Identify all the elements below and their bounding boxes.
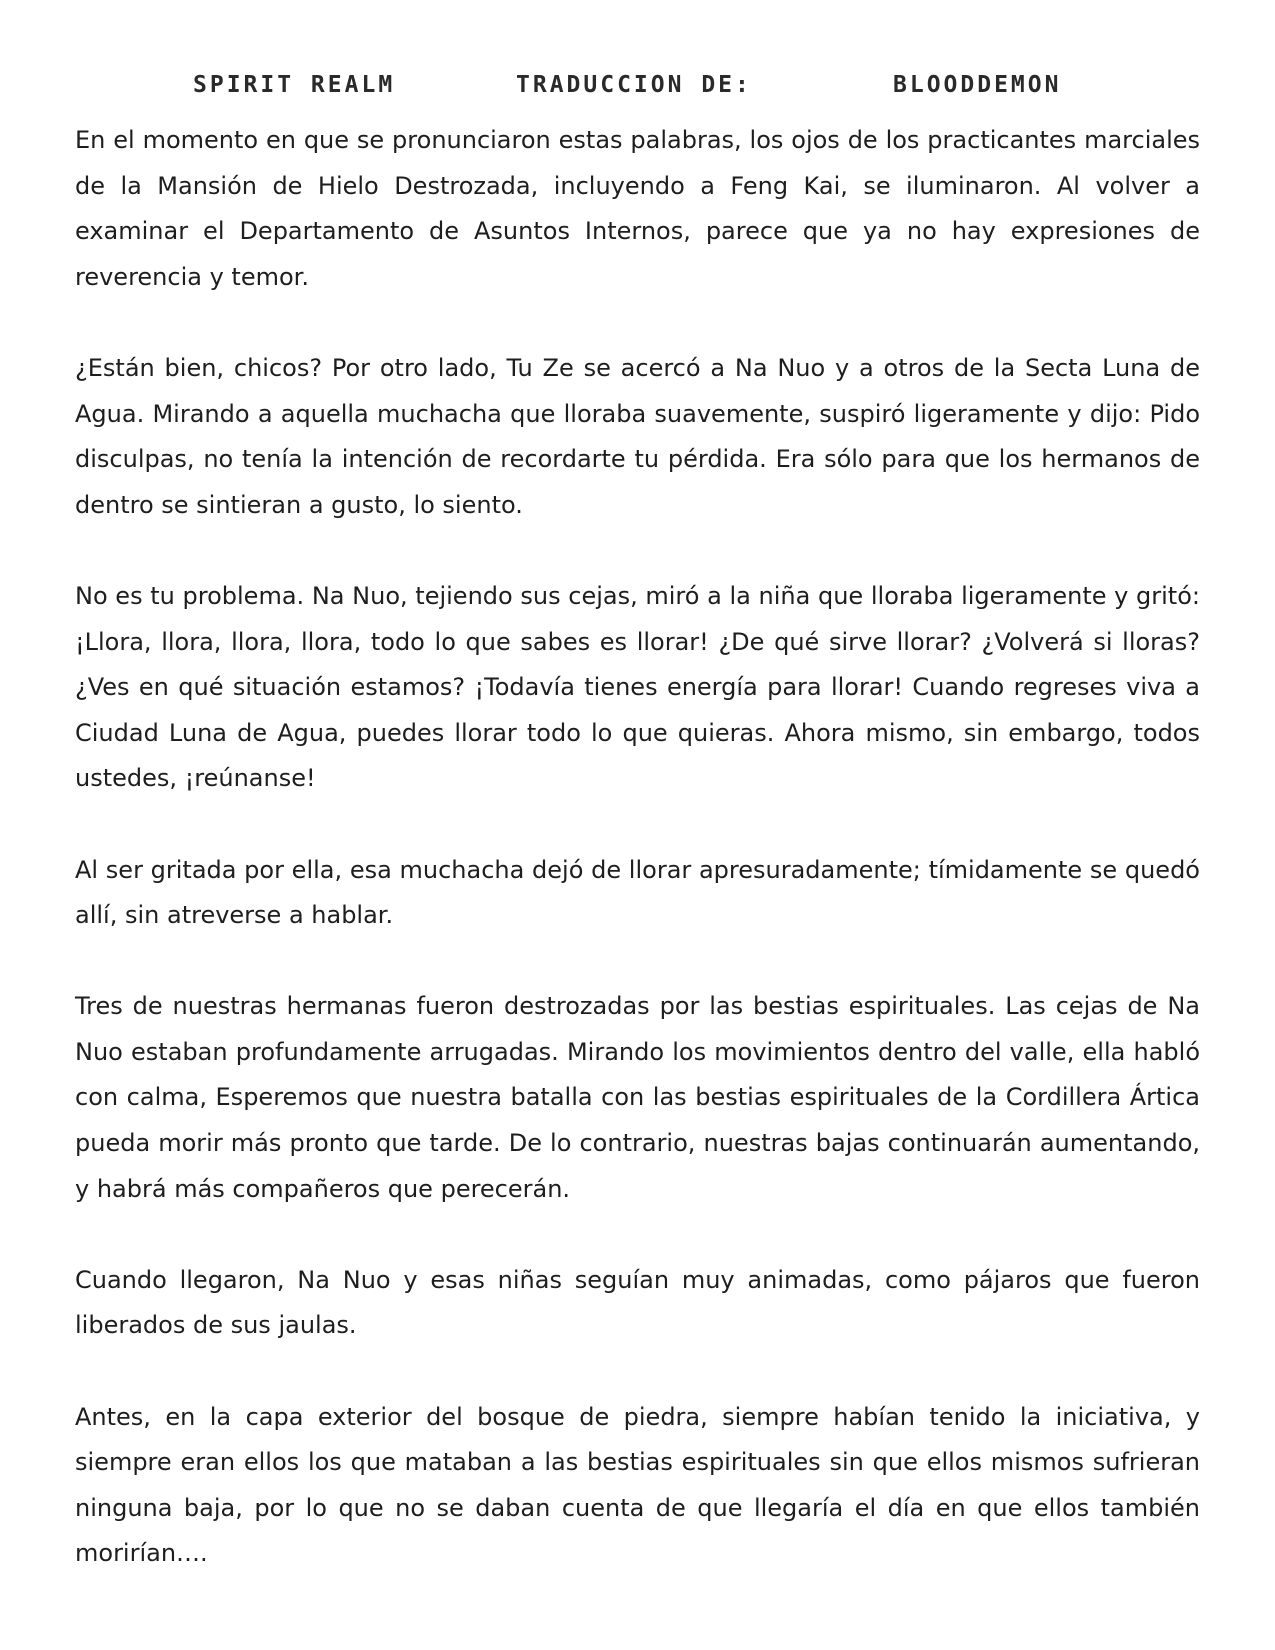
paragraph: En el momento en que se pronunciaron estas palabras, los ojos de los practicantes marciales de la Mansión de Hielo Destrozada, incluyendo a Feng Kai, se iluminaron. Al volver a examinar el Departamento de Asuntos Internos, parece que ya no hay expresiones de reverencia y temor. <box>75 126 1200 291</box>
header-series-title: SPIRIT REALM <box>193 72 396 98</box>
header-translation-label: TRADUCCION DE: <box>516 72 752 98</box>
paragraph: Cuando llegaron, Na Nuo y esas niñas seguían muy animadas, como pájaros que fueron liberados de sus jaulas. <box>75 1265 1200 1340</box>
header-translator-name: BLOODDEMON <box>893 72 1062 98</box>
paragraph: ¿Están bien, chicos? Por otro lado, Tu Ze se acercó a Na Nuo y a otros de la Secta Luna de Agua. Mirando a aquella muchacha que lloraba suavemente, suspiró ligeramente y dijo: Pido disculpas, no tenía la intención de recordarte tu pérdida. Era sólo para que los hermanos de dentro se sintieran a gusto, lo siento. <box>75 353 1200 519</box>
paragraph: No es tu problema. Na Nuo, tejiendo sus cejas, miró a la niña que lloraba ligeramente y gritó: ¡Llora, llora, llora, llora, todo lo que sabes es llorar! ¿De qué sirve llorar? ¿Volverá si lloras? ¿Ves en qué situación estamos? ¡Todavía tienes energía para llorar! Cuando regreses viva a Ciudad Luna de Agua, puedes llorar todo lo que quieras. Ahora mismo, sin embargo, todos ustedes, ¡reúnanse! <box>75 581 1200 793</box>
paragraph: Tres de nuestras hermanas fueron destrozadas por las bestias espirituales. Las cejas de Na Nuo estaban profundamente arrugadas. Mirando los movimientos dentro del valle, ella habló con calma, Esperemos que nuestra batalla con las bestias espirituales de la Cordillera Ártica pueda morir más pronto que tarde. De lo contrario, nuestras bajas continuarán aumentando, y habrá más compañeros que perecerán. <box>75 992 1200 1203</box>
document-body <box>75 118 1200 1623</box>
paragraph: Antes, en la capa exterior del bosque de piedra, siempre habían tenido la iniciativa, y siempre eran ellos los que mataban a las bestias espirituales sin que ellos mismos sufrieran ninguna baja, por lo que no se daban cuenta de que llegaría el día en que ellos también morirían…. <box>75 1402 1200 1568</box>
paragraph: Al ser gritada por ella, esa muchacha dejó de llorar apresuradamente; tímidamente se quedó allí, sin atreverse a hablar. <box>75 855 1200 930</box>
page-header <box>0 72 1275 108</box>
